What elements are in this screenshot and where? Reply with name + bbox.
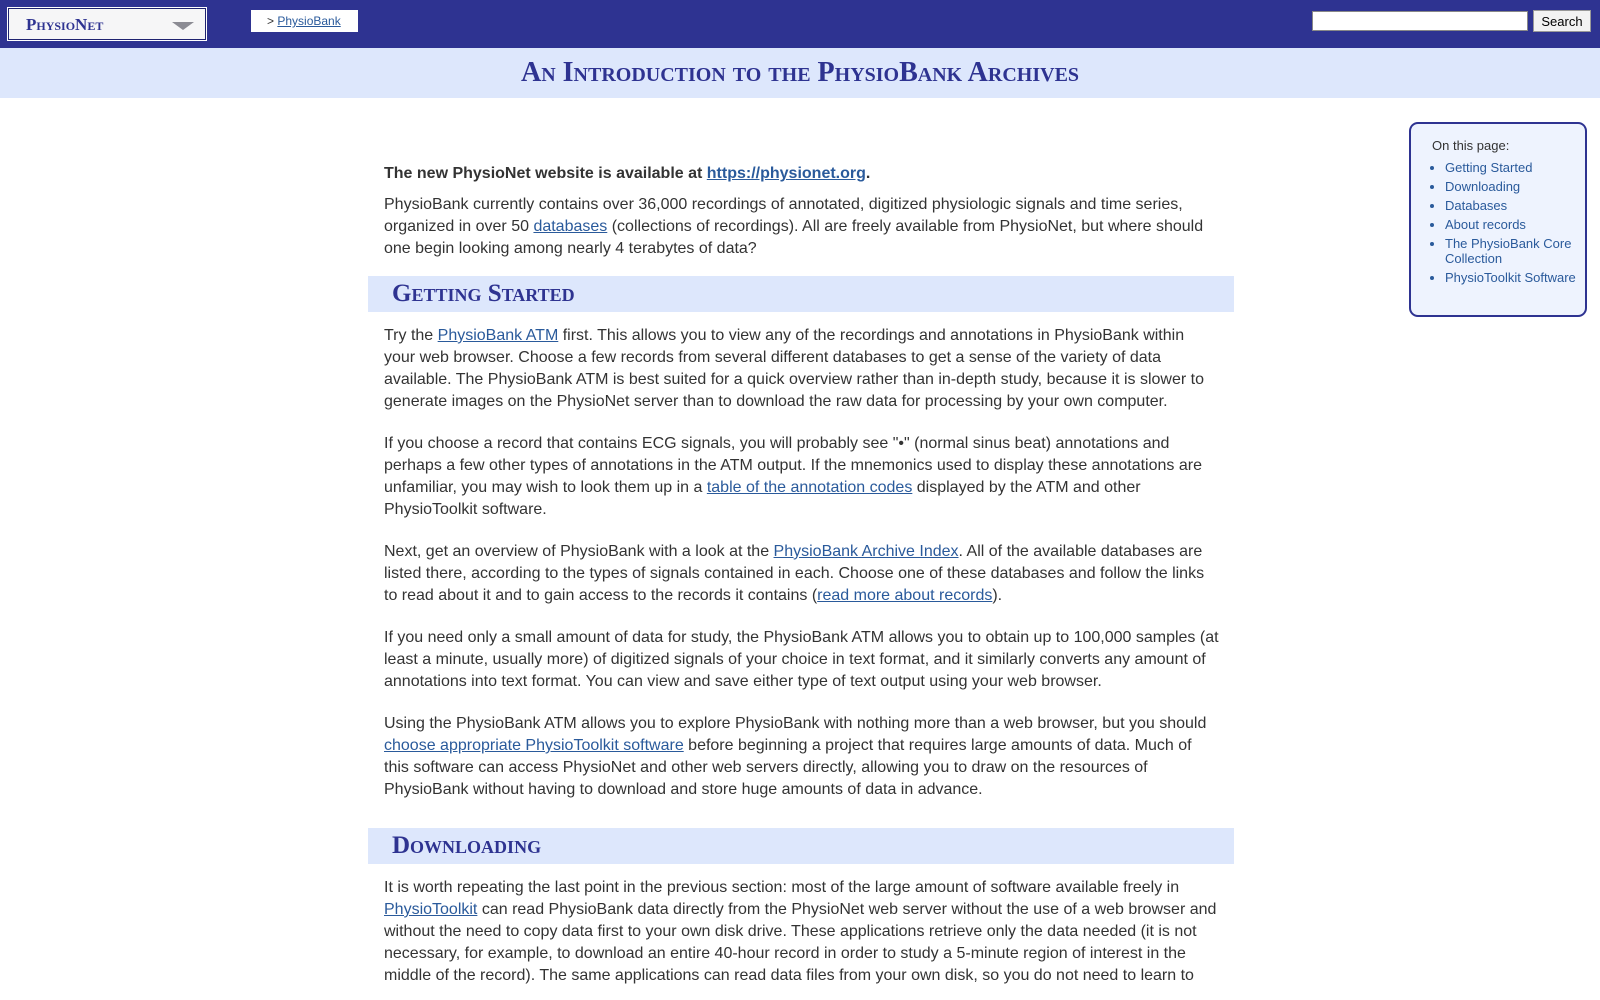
getting-started-paragraph-2 bbox=[368, 433, 1234, 521]
main-content bbox=[368, 163, 1234, 987]
annotation-codes-link[interactable]: table of the annotation codes bbox=[706, 479, 913, 496]
breadcrumb-separator: > bbox=[267, 14, 275, 28]
paragraph-text: before beginning a project that requires large amounts of data. Much of this software can access PhysioNet and other web servers directly, allowing you to draw on the resources of PhysioBank without having to download and store huge amounts of data in advance. bbox=[384, 737, 1192, 798]
intro-paragraph bbox=[368, 194, 1234, 260]
paragraph-text: Using the PhysioBank ATM allows you to explore PhysioBank with nothing more than a web browser, but you should bbox=[384, 715, 1207, 732]
breadcrumb-link-physiobank[interactable]: PhysioBank bbox=[277, 14, 341, 28]
toc-item bbox=[1445, 198, 1600, 213]
new-website-notice bbox=[368, 163, 1234, 185]
paragraph-text: If you choose a record that contains ECG signals, you will probably see "•" (normal sinus beat) annotations and perhaps a few other types of annotations in the ATM output. If the mnemonics used to display these annotations are unfamiliar, you may wish to look them up in a bbox=[384, 435, 1202, 496]
downloading-paragraph-1 bbox=[368, 877, 1234, 987]
paragraph-text: ). bbox=[992, 587, 1003, 604]
toc-link-getting-started[interactable]: Getting Started bbox=[1445, 160, 1533, 175]
toc-item bbox=[1445, 179, 1600, 194]
physionet-logo[interactable]: PhysioNet bbox=[26, 15, 104, 34]
paragraph-text: Next, get an overview of PhysioBank with a look at the bbox=[384, 543, 774, 560]
toc-item bbox=[1445, 270, 1600, 285]
toc-link-databases[interactable]: Databases bbox=[1445, 198, 1508, 213]
intro-text: PhysioBank currently contains over 36,000 recordings of annotated, digitized physiologic signals and time series, organized in over 50 bbox=[384, 196, 1183, 235]
paragraph-text: first. This allows you to view any of the recordings and annotations in PhysioBank within your web browser. Choose a few records from several different databases to get a sense of the variety of data available. The PhysioBank ATM is best suited for a quick overview rather than in-depth study, because it is slower to generate images on the PhysioNet server than to download the raw data for processing by your own computer. bbox=[384, 327, 1204, 410]
toc-link-physiotoolkit-software[interactable]: PhysioToolkit Software bbox=[1445, 270, 1576, 285]
physiotoolkit-link[interactable]: PhysioToolkit bbox=[384, 901, 478, 918]
notice-text: The new PhysioNet website is available at bbox=[384, 165, 707, 182]
section-heading-downloading: Downloading bbox=[368, 828, 1234, 864]
toc-link-downloading[interactable]: Downloading bbox=[1445, 179, 1521, 194]
toc-link-about-records[interactable]: About records bbox=[1445, 217, 1526, 232]
notice-end: . bbox=[865, 165, 871, 182]
chevron-down-icon[interactable] bbox=[172, 22, 194, 30]
paragraph-text: can read PhysioBank data directly from the PhysioNet web server without the use of a web browser and without the need to copy data first to your own disk drive. These applications retrieve only the data needed (it is not necessary, for example, to download an entire 40-hour record in order to study a 5-minute region of interest in the middle of the record). The same applications can read data files from your own disk, so you do not need to learn to bbox=[384, 901, 1217, 984]
paragraph-text: displayed by the ATM and other PhysioToolkit software. bbox=[384, 479, 1141, 518]
choose-software-link[interactable]: choose appropriate PhysioToolkit software bbox=[384, 737, 684, 754]
breadcrumb bbox=[251, 10, 358, 32]
toc-item bbox=[1445, 236, 1600, 266]
physiobank-atm-link[interactable]: PhysioBank ATM bbox=[437, 327, 559, 344]
getting-started-paragraph-5 bbox=[368, 713, 1234, 801]
toc-link-core-collection[interactable]: The PhysioBank Core Collection bbox=[1445, 236, 1572, 266]
toc-heading: On this page: bbox=[1432, 138, 1510, 153]
top-navigation-bar bbox=[0, 0, 1600, 48]
read-more-about-records-link[interactable]: read more about records bbox=[817, 587, 993, 604]
databases-link[interactable]: databases bbox=[533, 218, 608, 235]
getting-started-paragraph-4: If you need only a small amount of data for study, the PhysioBank ATM allows you to obtain up to 100,000 samples (at least a minute, usually more) of digitized signals of your choice in text format, and it similarly converts any amount of annotations into text format. You can view and save either type of text output using your web browser. bbox=[384, 629, 1219, 690]
site-menu-dropdown[interactable] bbox=[7, 7, 207, 41]
toc-item bbox=[1445, 217, 1600, 232]
paragraph-text: . All of the available databases are listed there, according to the types of signals contained in each. Choose one of these databases and follow the links to read about it and to gain access to the records it contains ( bbox=[384, 543, 1205, 604]
intro-text: (collections of recordings). All are freely available from PhysioNet, but where should one begin looking among nearly 4 terabytes of data? bbox=[384, 218, 1204, 257]
toc-list bbox=[1425, 160, 1600, 289]
page-title: An Introduction to the PhysioBank Archives bbox=[520, 57, 1080, 88]
toc-item bbox=[1445, 160, 1600, 175]
search-button[interactable]: Search bbox=[1533, 10, 1591, 32]
physionet-org-link[interactable]: https://physionet.org bbox=[706, 165, 866, 182]
archive-index-link[interactable]: PhysioBank Archive Index bbox=[773, 543, 959, 560]
on-this-page-box bbox=[1409, 122, 1587, 317]
title-banner bbox=[0, 48, 1600, 98]
section-heading-getting-started: Getting Started bbox=[368, 276, 1234, 312]
search-input[interactable] bbox=[1312, 11, 1528, 31]
paragraph-text: Try the bbox=[384, 327, 438, 344]
paragraph-text: It is worth repeating the last point in the previous section: most of the large amount of software available freely in bbox=[384, 879, 1180, 896]
getting-started-paragraph-1 bbox=[368, 325, 1234, 413]
getting-started-paragraph-3 bbox=[368, 541, 1234, 607]
